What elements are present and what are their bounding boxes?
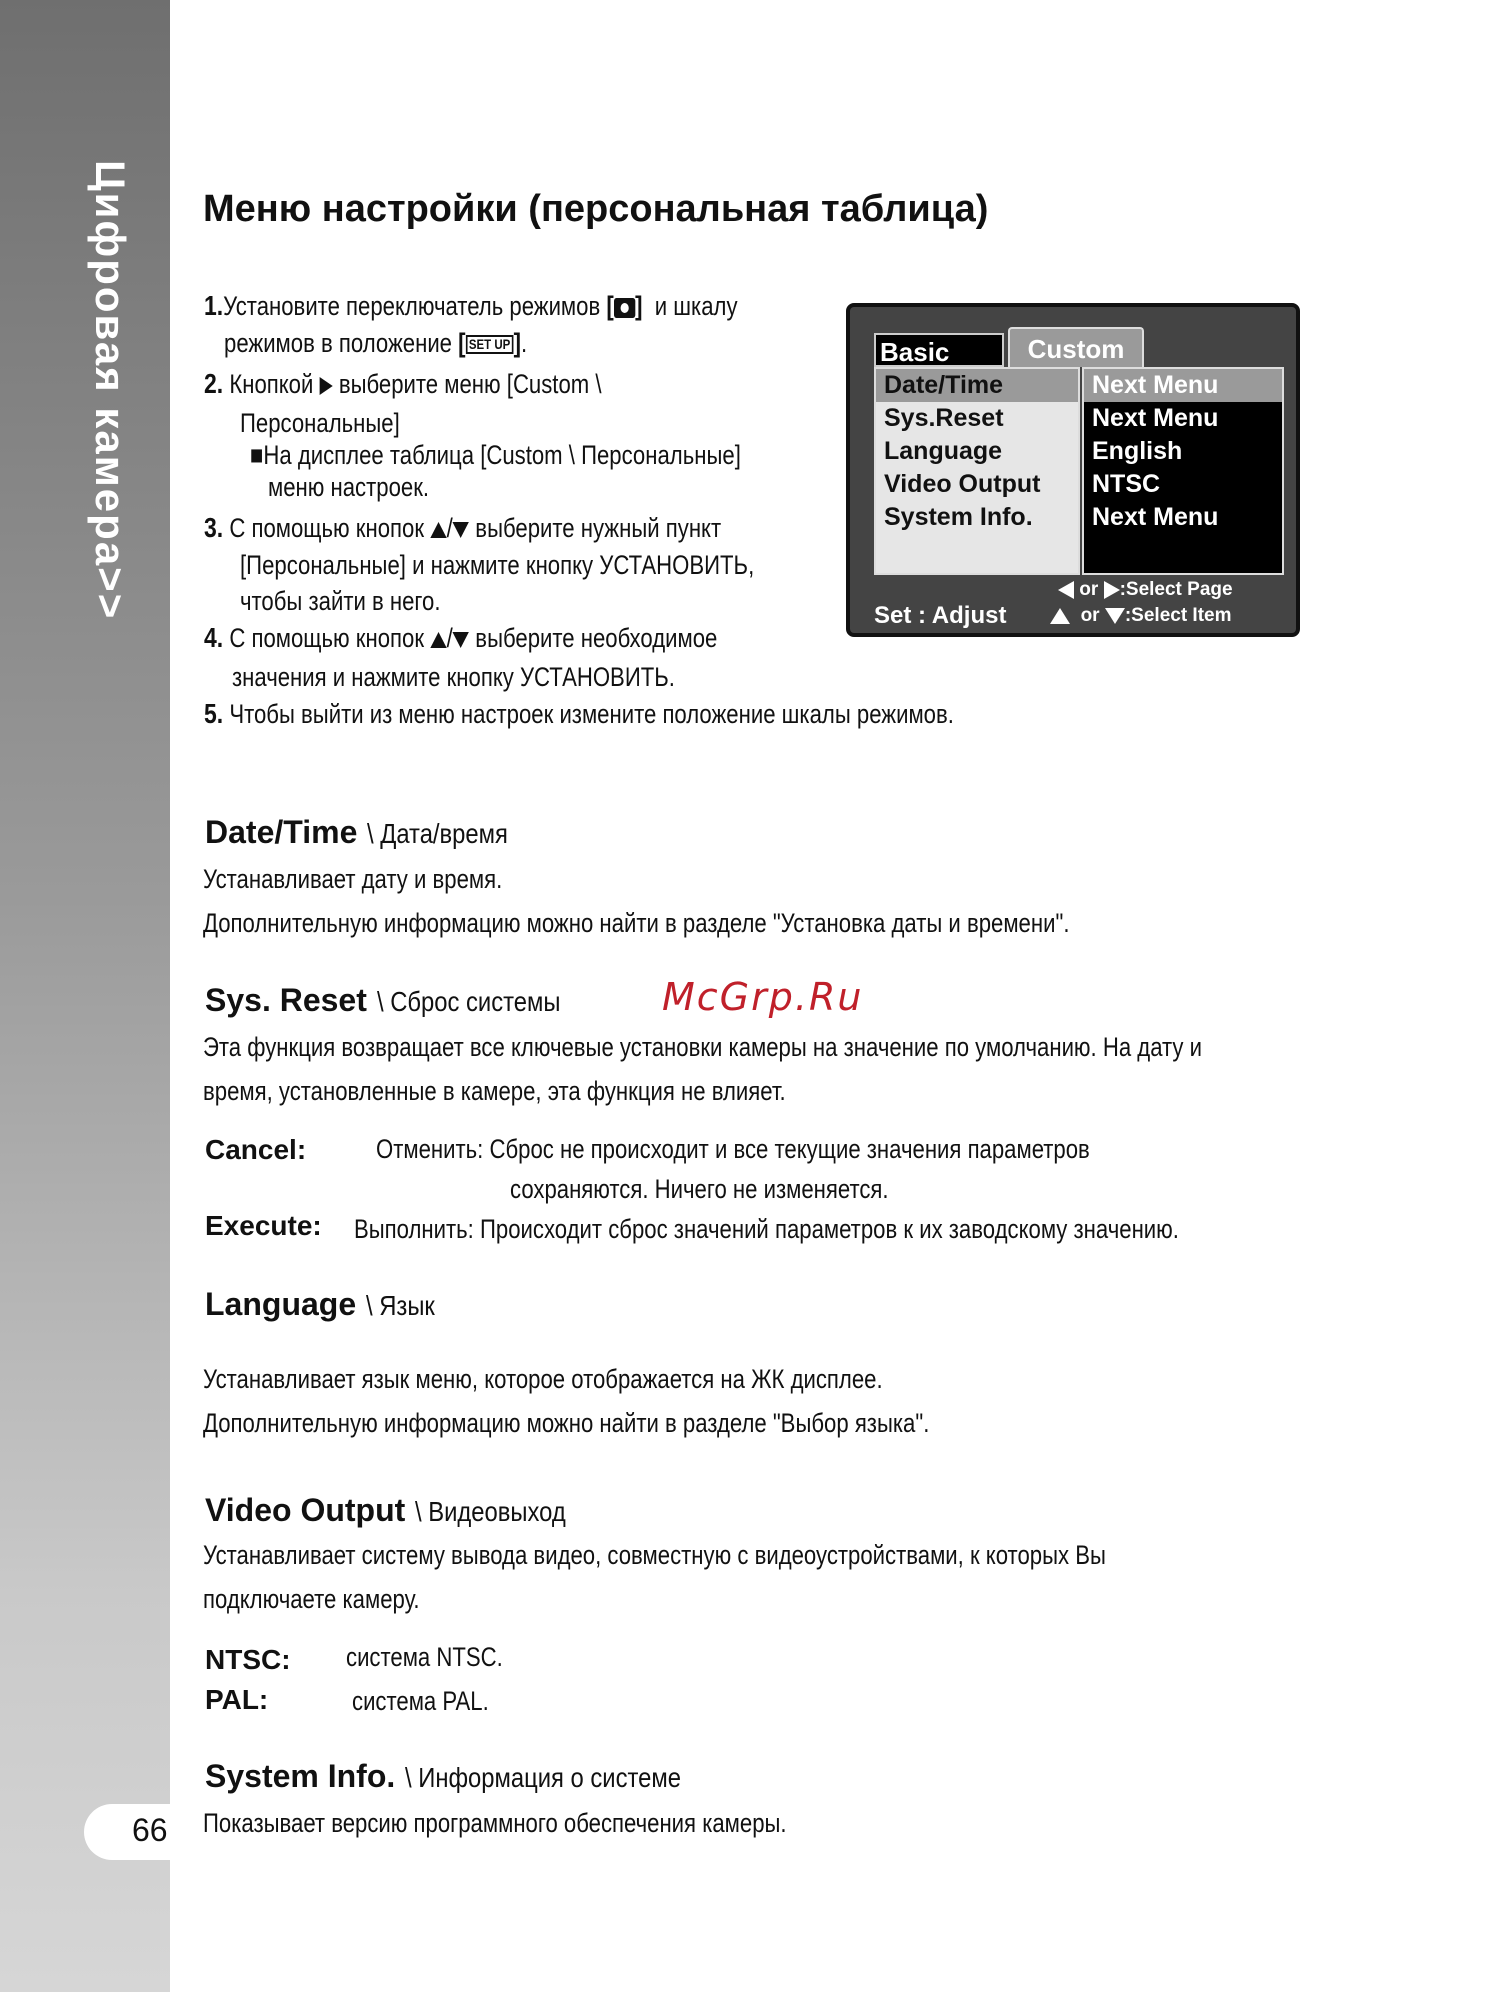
menu-items <box>874 367 1080 575</box>
step-3-line-2: [Персональные] и нажмите кнопку УСТАНОВИТЬ, <box>240 550 755 580</box>
step-1-text-a: Установите переключатель режимов <box>223 291 601 321</box>
step-2-line-2: Персональные] <box>240 408 400 438</box>
section-video-heading <box>205 1492 593 1529</box>
step-5-number: 5. <box>204 698 224 729</box>
term-cancel-desc-1: Отменить: Сброс не происходит и все текущие значения параметров <box>376 1134 1090 1164</box>
step-3-line-3: чтобы зайти в него. <box>240 586 441 616</box>
step-1-number: 1. <box>204 290 224 321</box>
section-sysreset-p2: время, установленные в камере, эта функция не влияет. <box>203 1076 786 1106</box>
menu-value-system-info: Next Menu <box>1092 503 1219 531</box>
step-3-number: 3. <box>204 512 224 543</box>
sidebar <box>0 0 170 1992</box>
term-ntsc-desc: система NTSC. <box>346 1642 503 1672</box>
section-sysinfo-subtitle: \ Информация о системе <box>405 1762 682 1793</box>
step-5-line-1 <box>204 698 954 730</box>
step-4-text-b: выберите необходимое <box>475 623 718 653</box>
lcd-hint-item-or: or <box>1080 605 1100 626</box>
lcd-hint-item <box>1050 605 1232 627</box>
lcd-hint-page-or: or <box>1079 579 1099 600</box>
down-arrow-icon <box>1105 608 1125 624</box>
step-2-text-b: выберите меню [Custom \ <box>338 369 602 399</box>
tab-custom: Custom <box>1008 327 1144 367</box>
menu-item-sysreset: Sys.Reset <box>884 404 1004 432</box>
section-language-heading <box>205 1286 447 1323</box>
menu-value-sysreset: Next Menu <box>1092 404 1219 432</box>
term-execute-desc: Выполнить: Происходит сброс значений параметров к их заводскому значению. <box>354 1214 1179 1244</box>
page-title: Меню настройки (персональная таблица) <box>203 188 989 230</box>
watermark: McGrp.Ru <box>662 975 864 1019</box>
section-datetime-subtitle: \ Дата/время <box>367 818 509 849</box>
step-1-line-2: режимов в положение [ SET UP ]. <box>224 328 528 358</box>
step-2-bullet-1: ■На дисплее таблица [Custom \ Персональные] <box>250 440 741 470</box>
camera-lcd-menu <box>846 303 1300 637</box>
page-number: 66 <box>132 1812 168 1848</box>
section-video-subtitle: \ Видеовыход <box>415 1496 567 1527</box>
menu-item-language: Language <box>884 437 1003 465</box>
section-sysinfo-title: System Info. <box>205 1758 396 1794</box>
step-2-number: 2. <box>204 368 224 399</box>
term-cancel-desc-2: сохраняются. Ничего не изменяется. <box>510 1174 889 1204</box>
section-sysinfo-heading <box>205 1758 730 1795</box>
step-2-text-a: Кнопкой <box>229 369 314 399</box>
step-3-text-a: С помощью кнопок <box>229 513 425 543</box>
step-4-line-2: значения и нажмите кнопку УСТАНОВИТЬ. <box>232 662 675 692</box>
step-1-text-c: режимов в положение <box>224 328 452 358</box>
menu-value-video-output: NTSC <box>1092 470 1161 498</box>
term-ntsc: NTSC: <box>205 1644 291 1675</box>
down-arrow-icon <box>453 632 469 648</box>
step-4-line-1: 4. С помощью кнопок / выберите необходимое <box>204 622 718 653</box>
section-datetime-p2: Дополнительную информацию можно найти в разделе "Установка даты и времени". <box>203 908 1070 938</box>
step-1-text-d: . <box>520 328 528 358</box>
menu-values <box>1082 367 1284 575</box>
section-datetime-heading <box>205 814 533 851</box>
step-1-text-b: и шкалу <box>654 291 738 321</box>
section-video-p1: Устанавливает систему вывода видео, совместную с видеоустройствами, к которых Вы <box>203 1540 1106 1570</box>
step-5-text: Чтобы выйти из меню настроек измените положение шкалы режимов. <box>229 699 954 729</box>
lcd-hint-page-text: :Select Page <box>1119 579 1233 600</box>
menu-item-datetime: Date/Time <box>876 369 1078 402</box>
camera-mode-icon <box>614 298 635 318</box>
up-arrow-icon <box>430 522 446 538</box>
step-3-line-1: 3. С помощью кнопок / выберите нужный пункт <box>204 512 722 543</box>
term-execute: Execute: <box>205 1210 322 1241</box>
section-language-subtitle: \ Язык <box>366 1290 435 1321</box>
lcd-set-adjust: Set : Adjust <box>874 602 1007 629</box>
up-arrow-icon <box>430 632 446 648</box>
menu-item-system-info: System Info. <box>884 503 1033 531</box>
menu-value-language: English <box>1092 437 1183 465</box>
step-3-text-b: выберите нужный пункт <box>475 513 722 543</box>
step-1-line-1: 1.Установите переключатель режимов [ ] и шкалу <box>204 290 738 321</box>
right-arrow-icon <box>1104 581 1120 599</box>
step-4-number: 4. <box>204 622 224 653</box>
setup-mode-icon: SET UP <box>466 335 514 354</box>
menu-item-video-output: Video Output <box>884 470 1041 498</box>
step-2-line-1 <box>204 368 602 400</box>
step-2-bullet-2: меню настроек. <box>268 472 430 502</box>
lcd-hint-item-text: :Select Item <box>1124 605 1232 626</box>
section-datetime-title: Date/Time <box>205 814 358 850</box>
down-arrow-icon <box>453 522 469 538</box>
section-sysreset-subtitle: \ Сброс системы <box>376 986 561 1017</box>
left-arrow-icon <box>1058 581 1074 599</box>
step-4-text-a: С помощью кнопок <box>229 623 425 653</box>
section-language-title: Language <box>205 1286 357 1322</box>
term-pal-desc: система PAL. <box>352 1686 489 1716</box>
right-arrow-icon <box>320 377 333 395</box>
section-datetime-p1: Устанавливает дату и время. <box>203 864 503 894</box>
section-video-title: Video Output <box>205 1492 406 1528</box>
up-arrow-icon <box>1050 608 1070 624</box>
section-sysreset-heading <box>205 982 593 1019</box>
lcd-hint-page <box>1058 579 1233 601</box>
tab-basic: Basic <box>874 333 1004 367</box>
menu-value-datetime: Next Menu <box>1084 369 1282 402</box>
term-pal: PAL: <box>205 1684 269 1715</box>
section-language-p2: Дополнительную информацию можно найти в разделе "Выбор языка". <box>203 1408 930 1438</box>
section-sysreset-title: Sys. Reset <box>205 982 367 1018</box>
section-sysreset-p1: Эта функция возвращает все ключевые установки камеры на значение по умолчанию. На дату и <box>203 1032 1203 1062</box>
term-cancel: Cancel: <box>205 1134 307 1165</box>
chapter-label: Цифровая камера>> <box>87 160 134 621</box>
section-sysinfo-p1: Показывает версию программного обеспечения камеры. <box>203 1808 787 1838</box>
section-language-p1: Устанавливает язык меню, которое отображается на ЖК дисплее. <box>203 1364 883 1394</box>
section-video-p2: подключаете камеру. <box>203 1584 420 1614</box>
